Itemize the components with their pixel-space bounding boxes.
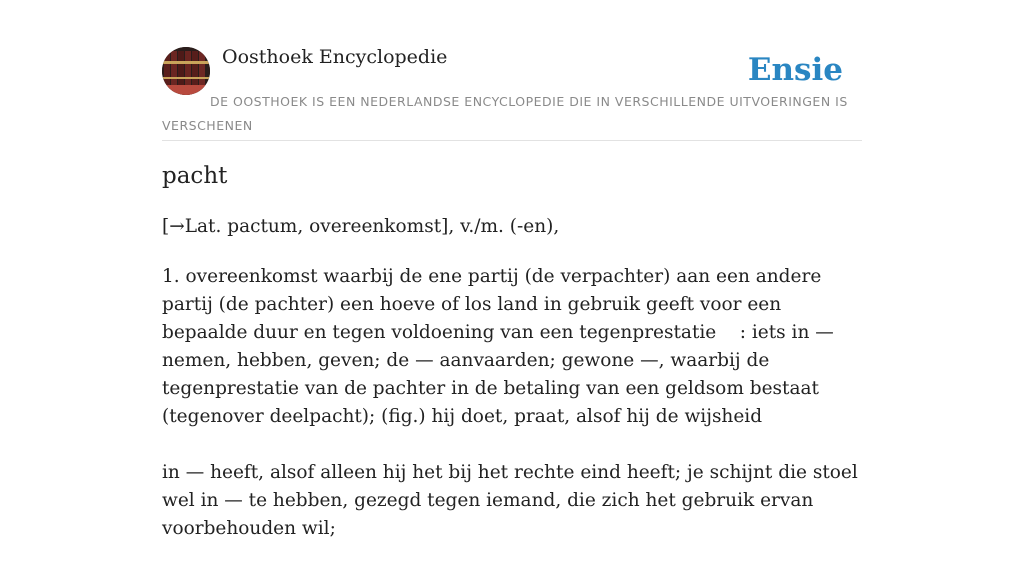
entry-definition [162,263,862,571]
definition-paragraph: 1. overeenkomst waarbij de ene partij (de verpachter) aan een andere partij (de pachter) een hoeve of los land in gebruik geeft voor een bepaalde duur en tegen voldoening van een tegenprestatie : iets in — nemen, hebben, geven; de — aanvaarden; gewone —, waarbij de tegenprestatie van de pachter in de betaling van een geldsom bestaat (tegenover deelpacht); (fig.) hij doet, praat, alsof hij de wijsheid [162,266,840,427]
definition-paragraph: in — heeft, alsof alleen hij het bij het rechte eind heeft; je schijnt die stoel wel in — te hebben, gezegd tegen iemand, die zich het gebruik ervan voorbehouden wil; [162,462,858,539]
site-title[interactable]: Oosthoek Encyclopedie [222,46,448,68]
entry-etymology: [→Lat. pactum, overeenkomst], v./m. (-en), [162,216,560,237]
entry-headword: pacht [162,163,228,189]
encyclopedia-books-icon [162,47,210,95]
site-tagline: DE OOSTHOEK IS EEN NEDERLANDSE ENCYCLOPEDIE DIE IN VERSCHILLENDE UITVOERINGEN IS VERSCHENEN [162,94,848,133]
ensie-logo-link[interactable]: Ensie [747,52,843,88]
site-header [162,0,862,141]
site-avatar[interactable] [162,47,210,95]
page-container [162,0,862,539]
